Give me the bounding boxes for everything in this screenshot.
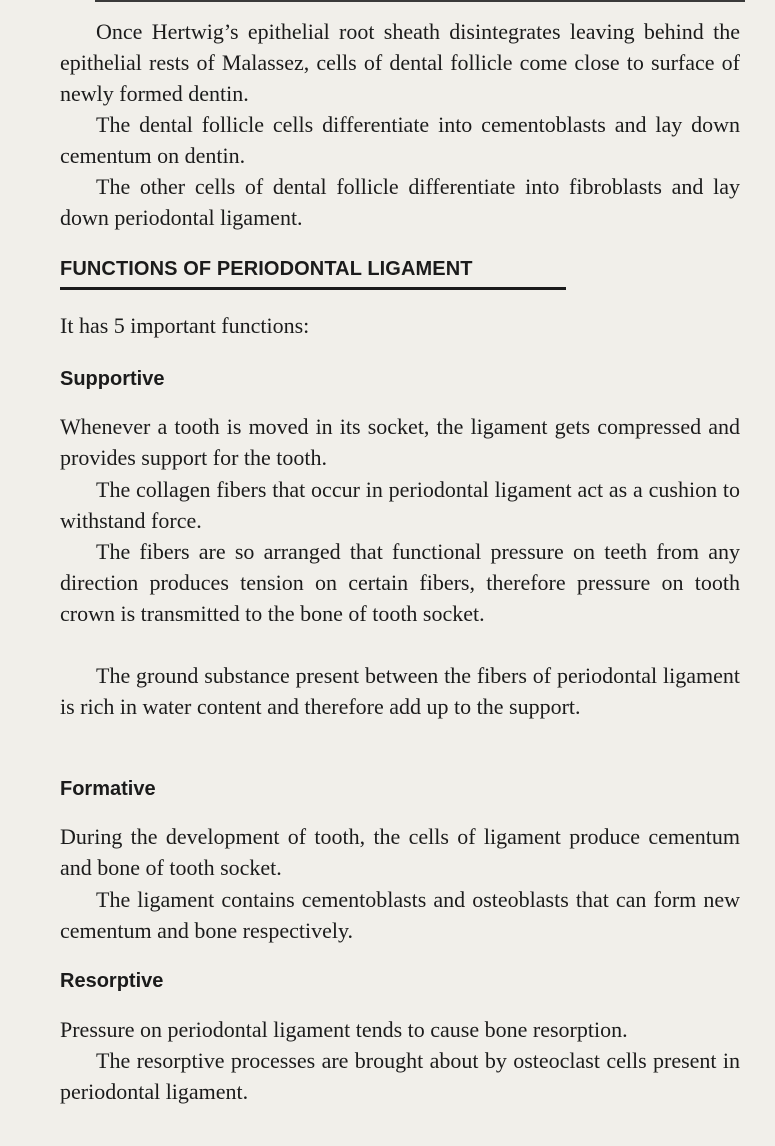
heading-supportive: Supportive: [60, 368, 165, 390]
resorptive-paragraph-2: The resorptive processes are brought about by osteoclast cells present in periodontal ligament.: [60, 1048, 740, 1104]
intro-paragraph-2: The dental follicle cells differentiate into cementoblasts and lay down cementum on dentin.: [60, 112, 740, 168]
formative-paragraph-2: The ligament contains cementoblasts and osteoblasts that can form new cementum and bone respectively.: [60, 887, 740, 943]
supportive-paragraph-2: The collagen fibers that occur in periodontal ligament act as a cushion to withstand force.: [60, 477, 740, 533]
top-rule: [95, 0, 745, 2]
heading-resorptive: Resorptive: [60, 970, 164, 992]
intro-paragraph-1: Once Hertwig’s epithelial root sheath disintegrates leaving behind the epithelial rests of Malassez, cells of dental follicle come close to surface of newly formed dentin.: [60, 19, 740, 106]
supportive-paragraph-1: Whenever a tooth is moved in its socket, the ligament gets compressed and provides support for the tooth.: [60, 414, 740, 470]
supportive-paragraph-4: The ground substance present between the fibers of periodontal ligament is rich in water content and therefore add up to the support.: [60, 663, 740, 719]
formative-paragraph-1: During the development of tooth, the cells of ligament produce cementum and bone of tooth socket.: [60, 824, 740, 880]
section-lead: It has 5 important functions:: [60, 313, 310, 338]
intro-paragraph-3: The other cells of dental follicle differentiate into fibroblasts and lay down periodontal ligament.: [60, 174, 740, 230]
section-heading: FUNCTIONS OF PERIODONTAL LIGAMENT: [60, 258, 566, 290]
supportive-paragraph-3: The fibers are so arranged that functional pressure on teeth from any direction produces tension on certain fibers, therefore pressure on tooth crown is transmitted to the bone of tooth socket.: [60, 539, 740, 626]
resorptive-paragraph-1: Pressure on periodontal ligament tends to cause bone resorption.: [60, 1017, 628, 1042]
heading-formative: Formative: [60, 778, 156, 800]
